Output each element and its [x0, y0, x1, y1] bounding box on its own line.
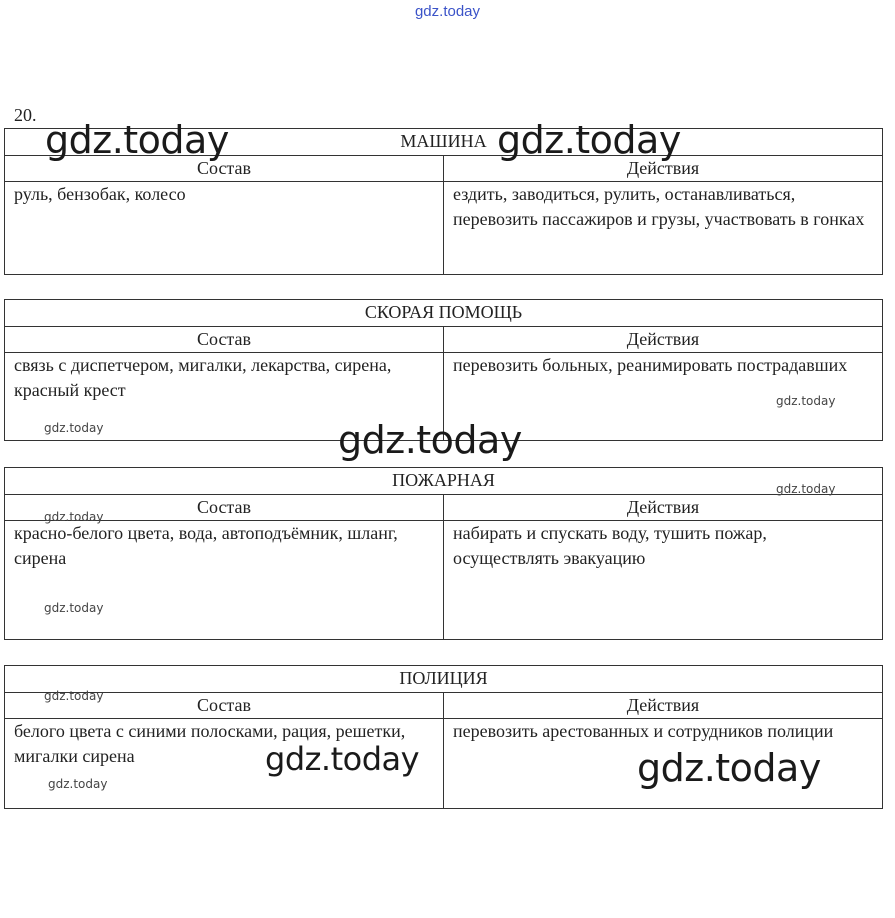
column-header-actions: Действия [444, 495, 883, 521]
watermark: gdz.today [45, 118, 229, 162]
table-ambulance [4, 299, 883, 441]
composition-cell: связь с диспетчером, мигалки, лекарства, сирена, красный крест [5, 353, 444, 441]
table-title: ПОЛИЦИЯ [5, 666, 883, 693]
watermark: gdz.today [776, 482, 836, 496]
watermark: gdz.today [44, 510, 104, 524]
watermark: gdz.today [776, 394, 836, 408]
watermark: gdz.today [44, 601, 104, 615]
table-fire-truck [4, 467, 883, 640]
composition-cell: белого цвета с синими полосками, рация, решетки, мигалки сирена [5, 719, 444, 809]
actions-cell: перевозить больных, реанимировать пострадавших [444, 353, 883, 441]
actions-cell: набирать и спускать воду, тушить пожар, осуществлять эвакуацию [444, 521, 883, 640]
composition-cell: руль, бензобак, колесо [5, 182, 444, 275]
table-mashina [4, 128, 883, 275]
composition-cell: красно-белого цвета, вода, автоподъёмник, шланг, сирена [5, 521, 444, 640]
table-police [4, 665, 883, 809]
task-number: 20. [14, 105, 37, 125]
column-header-composition: Состав [5, 495, 444, 521]
watermark: gdz.today [497, 118, 681, 162]
column-header-actions: Действия [444, 156, 883, 182]
actions-cell: перевозить арестованных и сотрудников полиции [444, 719, 883, 809]
watermark: gdz.today [48, 777, 108, 791]
watermark: gdz.today [265, 740, 420, 778]
table-title: СКОРАЯ ПОМОЩЬ [5, 300, 883, 327]
column-header-composition: Состав [5, 693, 444, 719]
table-title: МАШИНА [5, 129, 883, 156]
column-header-composition: Состав [5, 156, 444, 182]
watermark: gdz.today [637, 746, 821, 790]
watermark: gdz.today [338, 418, 522, 462]
column-header-composition: Состав [5, 327, 444, 353]
actions-cell: ездить, заводиться, рулить, останавливаться, перевозить пассажиров и грузы, участвовать в гонках [444, 182, 883, 275]
column-header-actions: Действия [444, 327, 883, 353]
table-title: ПОЖАРНАЯ [5, 468, 883, 495]
watermark: gdz.today [44, 421, 104, 435]
watermark: gdz.today [44, 689, 104, 703]
column-header-actions: Действия [444, 693, 883, 719]
site-logo[interactable]: gdz.today [414, 3, 481, 20]
